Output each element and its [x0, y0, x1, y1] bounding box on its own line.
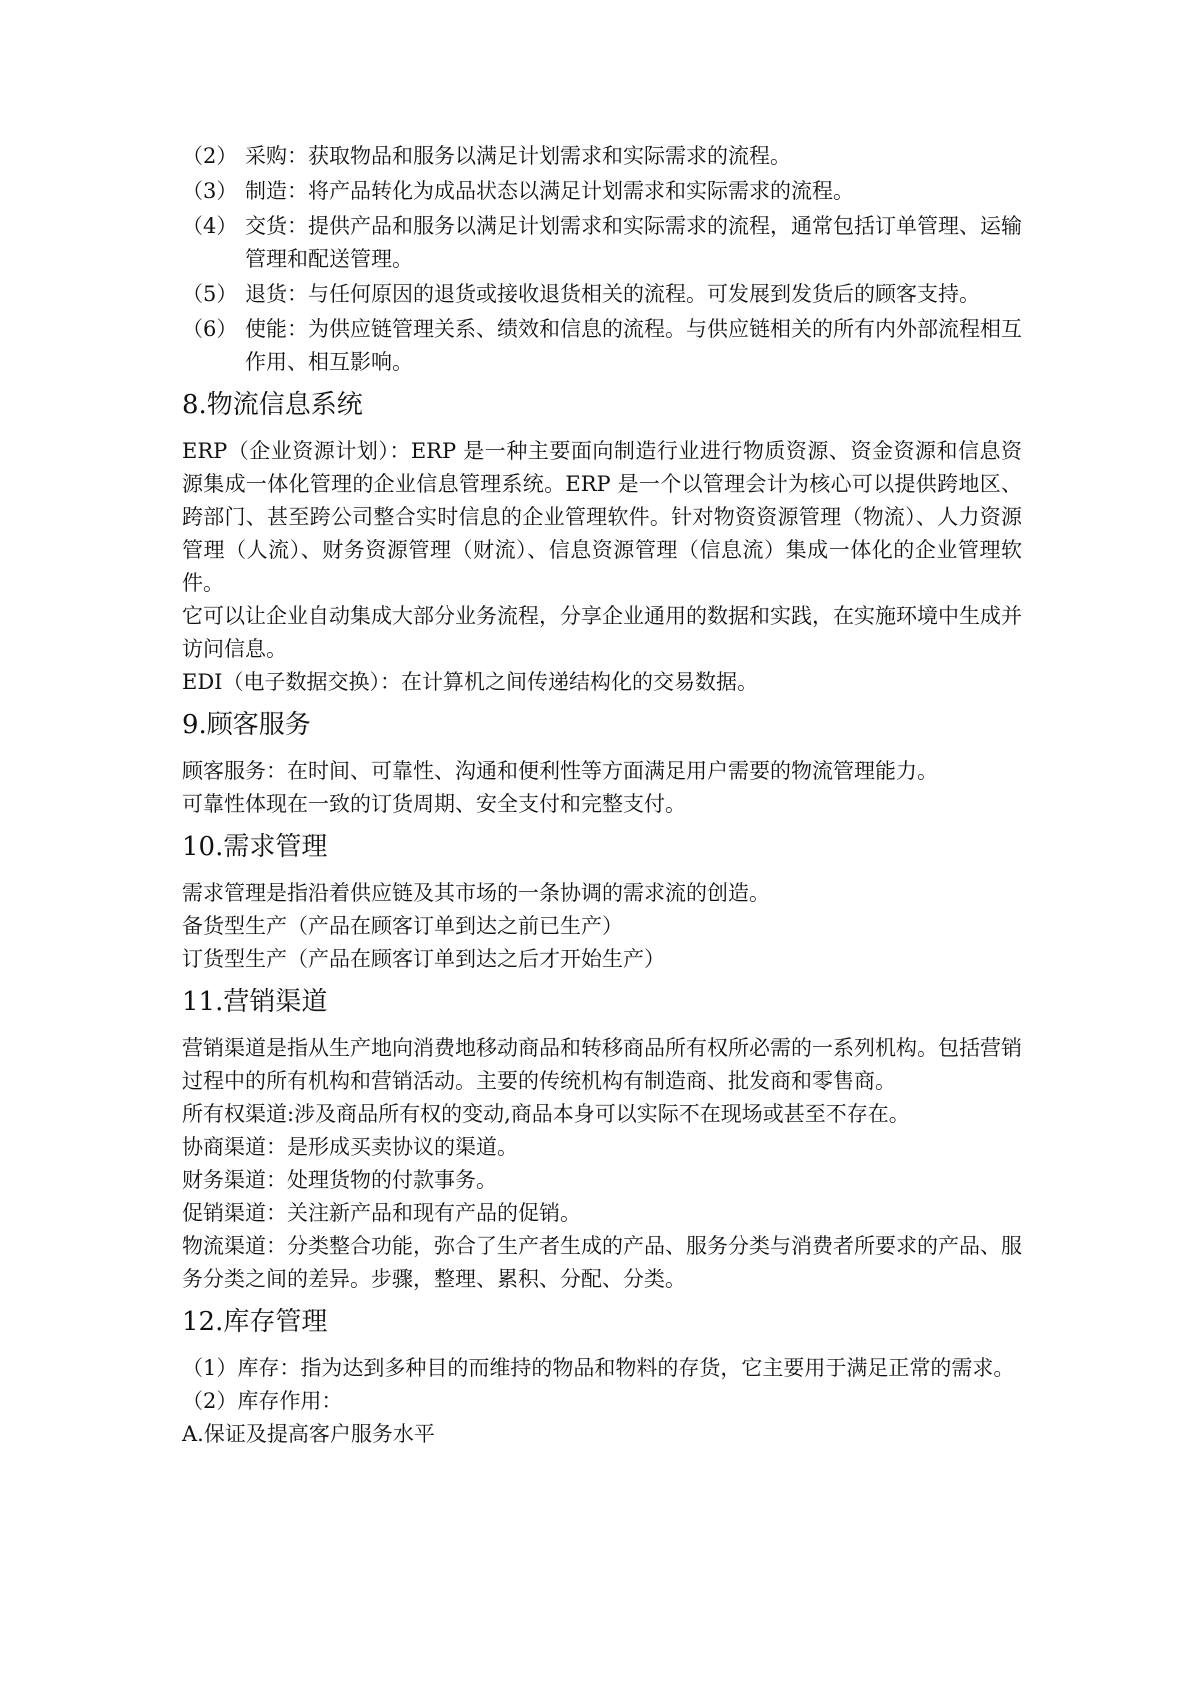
paragraph: （1）库存：指为达到多种目的而维持的物品和物料的存货，它主要用于满足正常的需求。	[182, 1356, 1015, 1380]
page-content	[182, 140, 1022, 1455]
list-item-text: 交货：提供产品和服务以满足计划需求和实际需求的流程，通常包括订单管理、运输管理和配送管理。	[245, 214, 1022, 271]
list-item-number: （4）	[182, 214, 238, 238]
list-item-text: 退货：与任何原因的退货或接收退货相关的流程。可发展到发货后的顾客支持。	[245, 282, 980, 306]
paragraph: 备货型生产（产品在顾客订单到达之前已生产）	[182, 914, 623, 938]
list-item-number: （6）	[182, 317, 238, 341]
list-item	[182, 175, 1022, 208]
list-item-text: 使能：为供应链管理关系、绩效和信息的流程。与供应链相关的所有内外部流程相互作用、相互影响。	[245, 317, 1022, 374]
paragraph: 协商渠道：是形成买卖协议的渠道。	[182, 1135, 518, 1159]
list-item	[182, 140, 1022, 173]
section-marketing-channels	[182, 984, 1022, 1296]
section-demand-management	[182, 829, 1022, 976]
paragraph: （2）库存作用：	[182, 1389, 343, 1413]
list-item-text: 采购：获取物品和服务以满足计划需求和实际需求的流程。	[245, 144, 791, 168]
paragraph: 订货型生产（产品在顾客订单到达之后才开始生产）	[182, 947, 665, 971]
list-item-number: （2）	[182, 144, 238, 168]
paragraph: ERP（企业资源计划）：ERP 是一种主要面向制造行业进行物质资源、资金资源和信息资源集成一体化管理的企业信息管理系统。ERP 是一个以管理会计为核心可以提供跨地区、跨部门、甚至跨公司整合实时信息的企业管理软件。针对物资资源管理（物流）、人力资源管理（人流）、财务资源管理（财流）、信息资源管理（信息流）集成一体化的企业管理软件。	[182, 439, 1022, 595]
intro-numbered-list	[182, 140, 1022, 379]
list-item-text: 制造：将产品转化为成品状态以满足计划需求和实际需求的流程。	[245, 179, 854, 203]
paragraph: 促销渠道：关注新产品和现有产品的促销。	[182, 1201, 581, 1225]
list-item	[182, 278, 1022, 311]
paragraph: 财务渠道：处理货物的付款事务。	[182, 1168, 497, 1192]
paragraph: 所有权渠道:涉及商品所有权的变动,商品本身可以实际不在现场或甚至不存在。	[182, 1102, 910, 1126]
section-heading: 9.顾客服务	[182, 710, 311, 740]
section-heading: 11.营销渠道	[182, 987, 328, 1017]
list-item-number: （5）	[182, 282, 238, 306]
section-heading: 10.需求管理	[182, 832, 328, 862]
paragraph: 营销渠道是指从生产地向消费地移动商品和转移商品所有权所必需的一系列机构。包括营销过程中的所有机构和营销活动。主要的传统机构有制造商、批发商和零售商。	[182, 1036, 1022, 1093]
section-logistics-info-system	[182, 387, 1022, 699]
list-item	[182, 313, 1022, 379]
section-heading: 8.物流信息系统	[182, 390, 363, 420]
list-item-number: （3）	[182, 179, 238, 203]
paragraph: A.保证及提高客户服务水平	[182, 1422, 435, 1446]
paragraph: 需求管理是指沿着供应链及其市场的一条协调的需求流的创造。	[182, 881, 770, 905]
section-heading: 12.库存管理	[182, 1307, 328, 1337]
paragraph: 它可以让企业自动集成大部分业务流程，分享企业通用的数据和实践，在实施环境中生成并访问信息。	[182, 604, 1022, 661]
paragraph: 可靠性体现在一致的订货周期、安全支付和完整支付。	[182, 792, 686, 816]
section-customer-service	[182, 707, 1022, 821]
paragraph: EDI（电子数据交换）：在计算机之间传递结构化的交易数据。	[182, 670, 758, 694]
paragraph: 物流渠道：分类整合功能，弥合了生产者生成的产品、服务分类与消费者所要求的产品、服务分类之间的差异。步骤，整理、累积、分配、分类。	[182, 1234, 1022, 1291]
section-inventory-management	[182, 1304, 1022, 1451]
list-item	[182, 210, 1022, 276]
paragraph: 顾客服务：在时间、可靠性、沟通和便利性等方面满足用户需要的物流管理能力。	[182, 759, 938, 783]
